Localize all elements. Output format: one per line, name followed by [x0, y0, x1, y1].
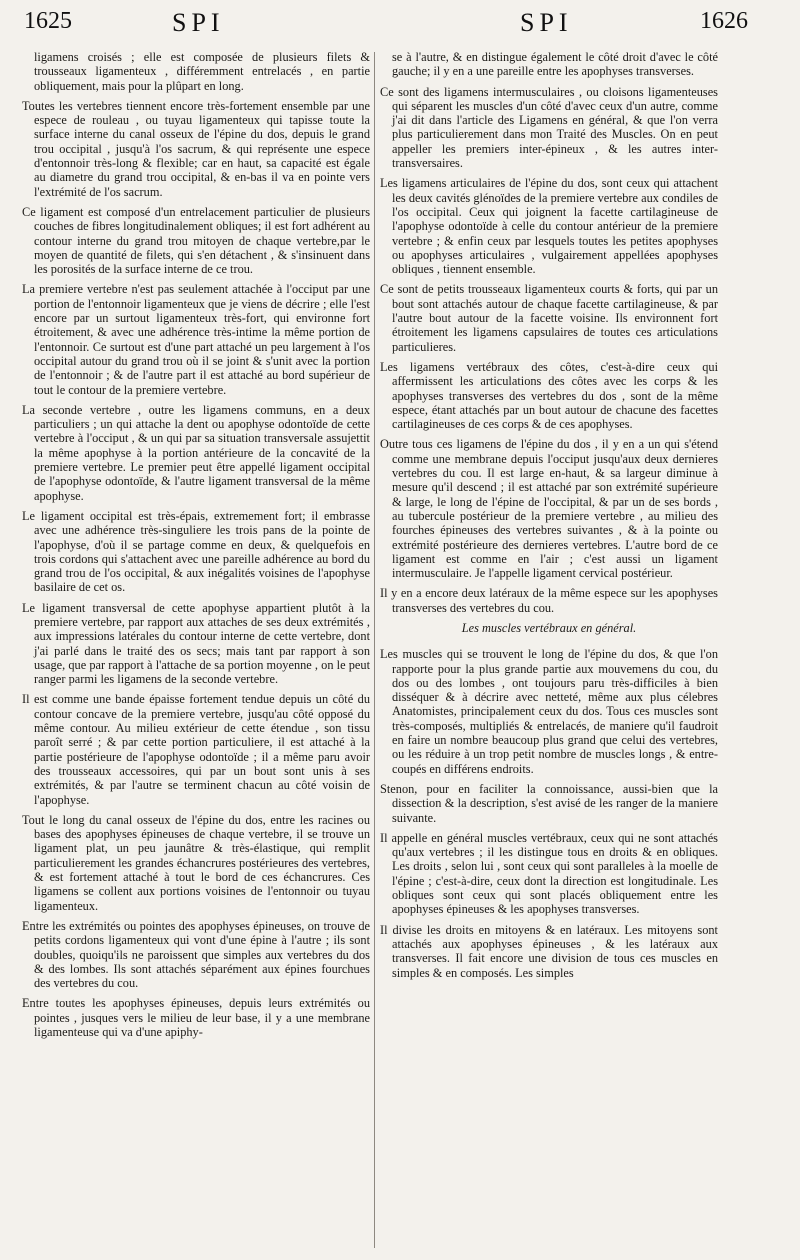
paragraph: Ce sont de petits trousseaux ligamenteux courts & forts, qui par un bout sont attachés autour de chaque facette cartilagineuse, & par l'autre bout autour de la facette voisine. Ils environnent fort étroitement les ligamens capsulaires de toutes ces articulations particulieres. — [380, 282, 718, 354]
paragraph: Le ligament occipital est très-épais, extremement fort; il embrasse avec une adhérence très-singuliere les trois pans de la pointe de l'apophyse, d'où il se partage comme en deux, & quelquefois en trois cordons qui s'attachent avec une pareille adhérence au bord du grand trou de l'os occipital, & aux inégalités voisines de l'apophyse basilaire de cet os. — [22, 508, 370, 595]
section-heading: Les muscles vertébraux en général. — [461, 620, 637, 635]
paragraph: Stenon, pour en faciliter la connoissance, aussi-bien que la dissection & la description, s'est avisé de les ranger de la maniere suivante. — [380, 781, 718, 825]
paragraph: Les ligamens vertébraux des côtes, c'est-à-dire ceux qui affermissent les articulations des côtes avec les corps & les apophyses transverses des vertebres du dos , sont de la même espece, étant attachés par un bout autour de chacune des facettes cartilagineuses de ces corps & de ces apophyses. — [380, 359, 718, 432]
paragraph: se à l'autre, & en distingue également le côté droit d'avec le côté gauche; il y en a une pareille entre les apophyses transverses. — [392, 50, 718, 79]
paragraph: ligamens croisés ; elle est composée de plusieurs filets & trousseaux ligamenteux , différemment entrelacés , en partie obliquement, mais pour la plûpart en long. — [34, 50, 370, 93]
left-column — [22, 50, 370, 1250]
paragraph: Les ligamens articulaires de l'épine du dos, sont ceux qui attachent les deux cavités glénoïdes de la premiere vertebre aux condiles de l'os occipital. Ceux qui joignent la facette cartilagineuse de l'apophyse odontoïde à celle du contour antérieur de la premiere vertebre ; & enfin ceux par lesquels toutes les petites apophyses ou apophyses articulaires , vulgairement appellées apophyses obliques , tiennent ensemble. — [380, 176, 718, 277]
left-page-number: 1625 — [24, 8, 72, 34]
right-running-head: SPI — [520, 8, 573, 37]
paragraph: Il divise les droits en mitoyens & en latéraux. Les mitoyens sont attachés aux apophyses épineuses , & les latéraux aux transverses. Il fait encore une division de tous ces muscles en simples & en composés. Les simples — [380, 922, 718, 980]
right-page-number: 1626 — [700, 8, 748, 34]
paragraph: Le ligament transversal de cette apophyse appartient plutôt à la premiere vertebre, par rapport aux attaches de ses deux extrémités , aux impressions latérales du contour interne de cette vertebre, dont j'ai parlé dans le traité des os secs; mais tant par rapport à son usage, que par rapport à l'attache de sa portion moyenne , on le peut ranger parmi les ligamens de la seconde vertebre. — [22, 600, 370, 687]
paragraph: Tout le long du canal osseux de l'épine du dos, entre les racines ou bases des apophyses épineuses de chaque vertebre, il se trouve un ligament plat, un peu jaunâtre & très-élastique, qui remplit particulierement les grandes échancrures postérieures des vertebres, & est fortement attaché à tout le bord de ces échancrures. Ces ligamens se collent aux portions voisines de l'entonnoir ou tuyau ligamenteux. — [22, 812, 370, 913]
paragraph: La seconde vertebre , outre les ligamens communs, en a deux particuliers ; un qui attache la dent ou apophyse odontoïde de cette vertebre à l'occiput , & un qui par sa situation transversale assujettit la même apophyse à la portion antérieure de la concavité de la premiere vertebre. Le premier peut être appellé ligament occipital de l'apophyse odontoïde, & l'autre ligament transversal de la même apophyse. — [22, 402, 370, 503]
right-column — [380, 50, 718, 1250]
paragraph: Entre les extrémités ou pointes des apophyses épineuses, on trouve de petits cordons ligamenteux qui vont d'une épine à l'autre ; ils sont doubles, quoiqu'ils ne paroissent que simples aux vertebres du dos & des lombes. Ils sont attachés séparément aux épines fourchues des vertebres du cou. — [22, 918, 370, 991]
paragraph: Il appelle en général muscles vertébraux, ceux qui ne sont attachés qu'aux vertebres ; il les distingue tous en droits & en obliques. Les droits , selon lui , sont ceux qui sont paralleles à la moelle de l'épine ; c'est-à-dire, ceux dont la direction est longitudinale. Les obliques sont ceux qui sont placés obliquement entre les apophyses épineuses & les apophyses transverses. — [380, 830, 718, 917]
paragraph: Les muscles qui se trouvent le long de l'épine du dos, & que l'on rapporte pour la plus grande partie aux mouvemens du cou, du dos ou des lombes , ont toujours paru très-difficiles à bien disséquer & à décrire avec netteté, même aux plus célebres Anatomistes, principalement ceux du dos. Tous ces muscles sont très-composés, multipliés & entrelacés, de maniere qu'il faudroit en faire un nombre beaucoup plus grand que celui des vertebres, ou les réduire à un trop petit nombre de muscles longs , & entre-coupés en différens endroits. — [380, 647, 718, 776]
paragraph: Il y en a encore deux latéraux de la même espece sur les apophyses transverses des vertebres du cou. — [380, 586, 718, 615]
paragraph: Outre tous ces ligamens de l'épine du dos , il y en a un qui s'étend comme une membrane depuis l'occiput jusqu'aux deux dernieres vertebres du cou. Il est large en-haut, & sa largeur diminue à mesure qu'il descend ; il est attaché par son extrémité supérieure & large, le long de l'épine de l'occipital, & par un de ses bords , au tubercule postérieur de la premiere vertebre , au milieu des fourches épineuses des vertebres suivantes , & à la pointe ou extrémité postérieure des dernieres vertebres. L'autre bord de ce ligament est comme en l'air ; c'est aussi un ligament intermusculaire. Je l'appelle ligament cervical postérieur. — [380, 437, 718, 581]
paragraph: La premiere vertebre n'est pas seulement attachée à l'occiput par une portion de l'entonnoir ligamenteux que je viens de décrire ; elle l'est encore par un surtout ligamenteux très-fort, qui environne fort étroitement, & avec une adhérence très-intime la même portion de l'entonnoir. Ce surtout est d'une part attaché un peu largement à l'os occipital autour du grand trou où il se joint & s'unit avec la portion de l'entonnoir ; & de l'autre part il est attaché au bord supérieur de tout le contour de la premiere vertebre. — [22, 282, 370, 397]
paragraph: Toutes les vertebres tiennent encore très-fortement ensemble par une espece de rouleau , ou tuyau ligamenteux qui tapisse toute la surface interne du canal osseux de l'épine du dos, depuis le grand trou occipital , jusqu'à l'os sacrum, & qui représente une espece d'entonnoir très-long & flexible; car en haut, sa capacité est égale au diametre du grand trou occipital, & en-bas il va en pointe vers l'extrémité de l'os sacrum. — [22, 98, 370, 199]
left-running-head: SPI — [172, 8, 225, 37]
paragraph: Ce sont des ligamens intermusculaires , ou cloisons ligamenteuses qui séparent les muscles d'un côté d'avec ceux d'un autre, comme j'ai dit dans l'article des Ligamens en général, & que l'on verra plus particulierement dans mon Traité des Muscles. On en peut appeller les premiers inter-épineux , & les autres inter-transversaires. — [380, 84, 718, 171]
paragraph: Ce ligament est composé d'un entrelacement particulier de plusieurs couches de fibres longitudinalement obliques; il est fort adhérent au contour interne du grand trou mitoyen de chaque vertebre,par le moyen de quantité de filets, qui s'en détachent , & s'insinuent dans les porosités de la surface interne de ce trou. — [22, 204, 370, 277]
column-divider — [374, 52, 375, 1248]
page-header — [0, 8, 800, 48]
paragraph: Il est comme une bande épaisse fortement tendue depuis un côté du contour concave de la premiere vertebre, jusqu'au côté opposé du même contour. Au milieu extérieur de cette étendue , son tissu paroît serré ; & par cette portion particuliere, il est attaché à la partie postérieure de l'apophyse odontoïde ; il a même paru avoir des trousseaux accessoires, qui par un bout sont unis à ses extrémités, & par l'autre se terminent chacun au côté voisin de l'apophyse. — [22, 692, 370, 807]
paragraph: Entre toutes les apophyses épineuses, depuis leurs extrémités ou pointes , jusques vers le milieu de leur base, il y a une membrane ligamenteuse qui va d'une apiphy- — [22, 996, 370, 1039]
